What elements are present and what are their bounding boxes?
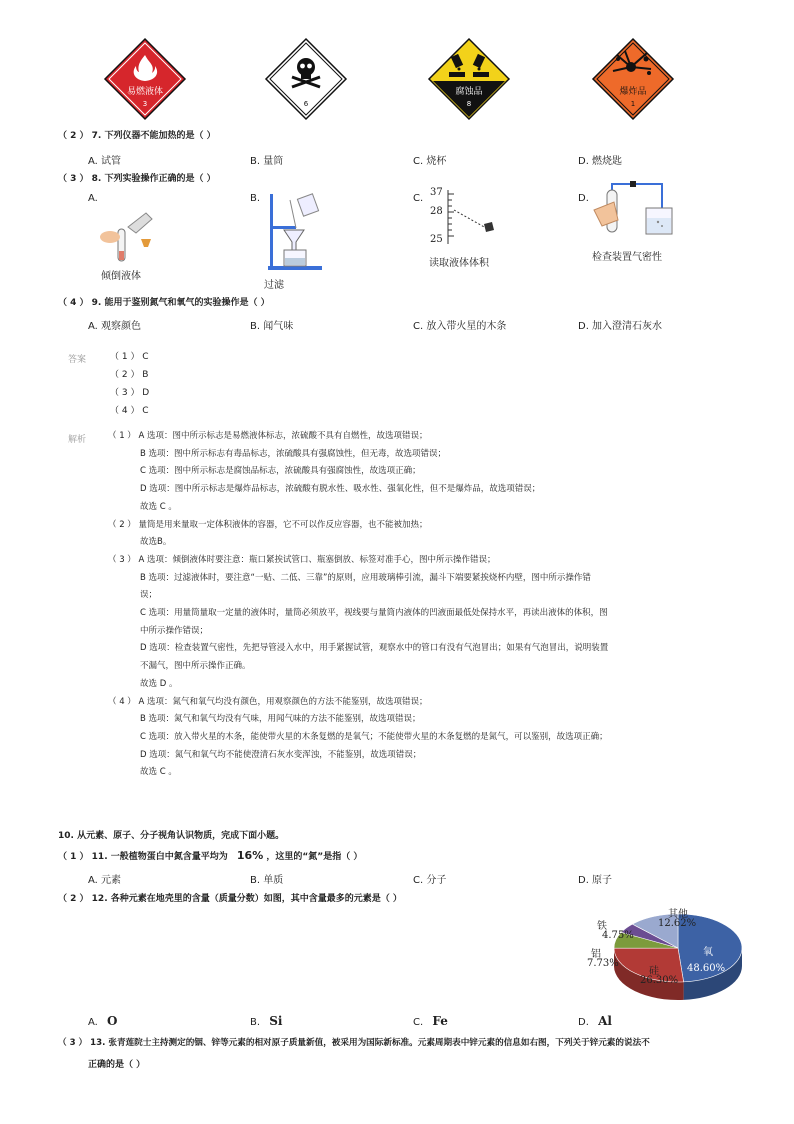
sub-index: （ 3 ） (58, 1038, 88, 1048)
option-c[interactable]: C. 放入带火星的木条 (413, 321, 507, 332)
option-letter: C. (413, 1017, 424, 1028)
analysis-line: 不漏气，图中所示操作正确。 (140, 661, 251, 672)
option-c[interactable] (413, 1014, 448, 1028)
analysis-label: 解析 (68, 435, 87, 445)
analysis-line: 误； (140, 590, 158, 601)
analysis-line: C 选项：用量筒量取一定量的液体时，量筒必须放平，视线要与量筒内液体的凹液面最低处保持水平，再读出液体的体积，图 (140, 608, 608, 619)
option-a[interactable]: A. (88, 193, 98, 204)
question-text: 8. 下列实验操作正确的是（ ） (91, 174, 216, 184)
option-letter: A. (88, 1017, 98, 1028)
caption-pouring: 倾倒液体 (101, 271, 141, 282)
analysis-line: （ 2 ） 量筒是用来量取一定体积液体的容器，它不可以作反应容器，也不能被加热； (108, 519, 428, 530)
slice-value-aluminum: 7.73% (587, 958, 619, 969)
percent-value: 16% (236, 849, 264, 862)
scale-label-top: 37 (430, 187, 443, 198)
question-9 (58, 295, 270, 308)
option-d[interactable] (578, 1014, 612, 1028)
hazard-label: 腐蚀品 (455, 87, 483, 97)
answer-item: （ 4 ） C (110, 406, 149, 416)
analysis-line: （ 1 ） A 选项：图中所示标志是易燃液体标志，浓硫酸不具有自燃性，故选项错误； (108, 431, 428, 441)
sub-index: （ 4 ） (58, 298, 89, 308)
option-d[interactable]: D. (578, 193, 589, 204)
analysis-line: C 选项：放入带火星的木条，能使带火星的木条复燃的是氧气；不能使带火星的木条复燃的是氮气，可以鉴别，故选项正确； (140, 731, 608, 742)
hazard-sign-flammable (103, 37, 187, 121)
slice-value-other: 12.62% (658, 918, 697, 929)
analysis-line: （ 4 ） A 选项：氮气和氧气均没有颜色，用观察颜色的方法不能鉴别，故选项错误； (108, 696, 428, 707)
question-8 (58, 171, 216, 184)
sub-index: （ 2 ） (58, 131, 89, 141)
option-b[interactable]: B. 量筒 (250, 156, 284, 167)
option-c[interactable]: C. (413, 193, 424, 204)
element-symbol: Si (269, 1014, 283, 1028)
slice-label-other: 其他 (668, 909, 688, 920)
slice-label-aluminum: 铝 (591, 949, 601, 960)
analysis-line: C 选项：图中所示标志是腐蚀品标志，浓硫酸具有强腐蚀性，故选项正确； (140, 466, 421, 477)
option-c[interactable]: C. 烧杯 (413, 156, 447, 167)
hazard-sign-toxic (264, 37, 348, 121)
caption-reading: 读取液体体积 (429, 258, 489, 269)
answer-item: （ 1 ） C (110, 352, 149, 362)
caption-airtightness: 检查装置气密性 (592, 252, 662, 263)
analysis-line: B 选项：图中所示标志有毒品标志，浓硫酸具有强腐蚀性，但无毒，故选项错误； (140, 448, 447, 459)
option-a[interactable]: A. 观察颜色 (88, 321, 142, 332)
question-text: 13. 张青莲院士主持测定的铟、锌等元素的相对原子质量新值，被采用为国际新标准。元素周期表中锌元素的信息如右图，下列关于锌元素的说法不 (90, 1038, 650, 1048)
option-d[interactable]: D. 加入澄清石灰水 (578, 321, 663, 332)
option-letter: B. (250, 1017, 261, 1028)
question-7 (58, 128, 216, 141)
question-text: 12. 各种元素在地壳里的含量（质量分数）如图，其中含量最多的元素是（ ） (91, 894, 402, 904)
option-a[interactable]: A. 试管 (88, 156, 122, 167)
question-text-end: ，这里的“氮”是指（ ） (266, 852, 363, 862)
option-a[interactable] (88, 1014, 117, 1028)
hazard-sign-corrosive (427, 37, 511, 121)
option-b[interactable]: B. (250, 193, 261, 204)
answer-list (110, 348, 149, 420)
option-a[interactable]: A. 元素 (88, 875, 122, 886)
analysis-line: 故选B。 (140, 537, 172, 548)
question-text: 9. 能用于鉴别氮气和氧气的实验操作是（ ） (91, 298, 270, 308)
analysis-line: （ 3 ） A 选项：倾倒液体时要注意：瓶口紧挨试管口、瓶塞倒放、标签对准手心，图中所示操作错误； (108, 554, 496, 565)
analysis-line: D 选项：检查装置气密性，先把导管浸入水中，用手紧握试管，观察水中的管口有没有气泡冒出；如果有气泡冒出，说明装置 (140, 643, 609, 654)
element-symbol: Al (598, 1014, 612, 1028)
analysis-line: B 选项：过滤液体时，要注意“一贴、二低、三靠”的原则，应用玻璃棒引流，漏斗下端要紧挨烧杯内壁，图中所示操作错 (140, 572, 591, 583)
filtration-illustration (262, 186, 326, 272)
sub-index: （ 2 ） (58, 894, 89, 904)
element-symbol: Fe (432, 1014, 448, 1028)
option-b[interactable]: B. 单质 (250, 875, 284, 886)
option-c[interactable]: C. 分子 (413, 875, 447, 886)
answer-item: （ 2 ） B (110, 370, 149, 380)
option-b[interactable] (250, 1014, 282, 1028)
caption-filtration: 过滤 (264, 280, 284, 291)
hazard-class-number: 3 (142, 100, 148, 108)
question-text: 11. 一般植物蛋白中氮含量平均为 (91, 852, 228, 862)
analysis-line: 故选 C 。 (140, 767, 177, 778)
analysis-line: 故选 D 。 (140, 678, 178, 689)
element-symbol: O (107, 1014, 118, 1028)
sub-index: （ 3 ） (58, 174, 89, 184)
slice-value-silicon: 26.30% (640, 975, 679, 986)
airtightness-illustration (592, 180, 674, 246)
hazard-class-number: 6 (303, 100, 309, 108)
question-text: 7. 下列仪器不能加热的是（ ） (91, 131, 216, 141)
question-11 (58, 849, 362, 862)
slice-label-silicon: 硅 (649, 966, 659, 977)
hazard-sign-explosive (591, 37, 675, 121)
hazard-class-number: 8 (466, 100, 472, 108)
option-d[interactable]: D. 原子 (578, 875, 613, 886)
analysis-block (108, 428, 608, 782)
slice-label-oxygen: 氧 (703, 947, 713, 958)
pouring-liquid-illustration (96, 205, 156, 267)
slice-label-iron: 铁 (597, 921, 607, 932)
analysis-line: D 选项：氮气和氧气均不能使澄清石灰水变浑浊，不能鉴别，故选项错误； (140, 749, 422, 760)
hazard-label: 爆炸品 (619, 87, 647, 97)
option-letter: D. (578, 1017, 589, 1028)
hazard-label: 易燃液体 (126, 87, 163, 97)
sub-index: （ 1 ） (58, 852, 89, 862)
scale-label-bottom: 25 (430, 234, 443, 245)
option-d[interactable]: D. 燃烧匙 (578, 156, 623, 167)
option-b[interactable]: B. 闻气味 (250, 321, 294, 332)
hazard-class-number: 1 (630, 100, 636, 108)
scale-label-mid: 28 (430, 206, 443, 217)
question-12 (58, 891, 402, 904)
question-13 (58, 1036, 650, 1048)
slice-value-oxygen: 48.60% (687, 963, 726, 974)
slice-value-iron: 4.75% (602, 930, 634, 941)
question-13-continued: 正确的是（ ） (88, 1060, 146, 1070)
analysis-line: B 选项：氮气和氧气均没有气味，用闻气味的方法不能鉴别，故选项错误； (140, 714, 421, 725)
analysis-line: 故选 C 。 (140, 501, 177, 512)
analysis-line: 中所示操作错误； (140, 625, 209, 636)
analysis-line: D 选项：图中所示标志是爆炸品标志，浓硫酸有脱水性、吸水性、强氧化性，但不是爆炸品，故选项错误； (140, 484, 541, 495)
answer-item: （ 3 ） D (110, 388, 150, 398)
question-10: 10. 从元素、原子、分子视角认识物质，完成下面小题。 (58, 831, 285, 841)
answer-label: 答案 (68, 355, 87, 365)
